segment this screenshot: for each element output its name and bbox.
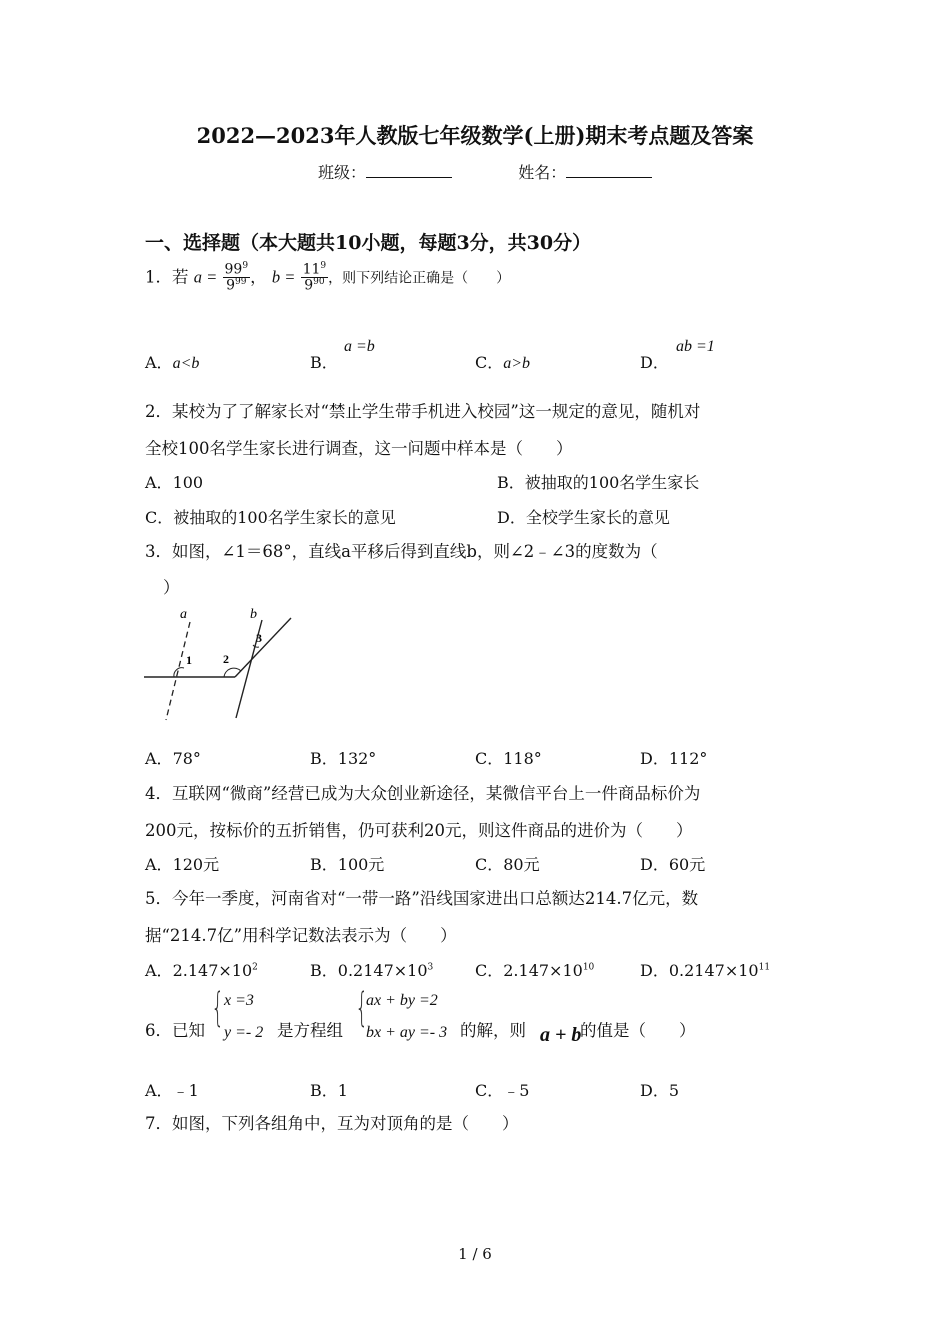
q4-option-a: A．120元 [145,855,220,874]
q6-sys2-line1: ax + by =2 [366,992,438,1009]
q3-figure [140,600,300,725]
q6-tail: 的值是（ ） [580,1021,696,1040]
q2-line2: 全校100名学生家长进行调查，这一问题中样本是（ ） [145,439,573,458]
q5-line2: 据“214.7亿”用科学记数法表示为（ ） [145,926,457,945]
q3-option-c: C．118° [475,749,542,768]
name-blank [566,163,652,178]
q6-expr: a + b [540,1024,582,1046]
q4-option-d: D．60元 [640,855,706,874]
label-1: 1 [186,653,192,667]
label-2: 2 [223,652,229,666]
q5-line1: 5．今年一季度，河南省对“一带一路”沿线国家进出口总额达214.7亿元，数 [145,889,699,908]
q1-option-d-text: ab =1 [676,338,715,355]
student-info [318,160,652,183]
q6-option-a: A．﹣1 [145,1081,199,1100]
q1-option-a: A．a<b [145,353,200,372]
q6-option-c: C．﹣5 [475,1081,530,1100]
q6-sys1-line2: y =- 2 [224,1024,264,1041]
label-b: b [250,607,257,622]
q3-option-b: B．132° [310,749,377,768]
q5-option-a: A．$2.147\times 10^2$ [145,961,258,980]
q2-option-c: C．被抽取的100名学生家长的意见 [145,508,396,527]
q2-option-d: D．全校学生家长的意见 [497,508,670,527]
q4-option-b: B．100元 [310,855,385,874]
q6-option-d: D．5 [640,1081,680,1100]
label-3: 3 [256,631,262,645]
q2-line1: 2．某校为了了解家长对“禁止学生带手机进入校园”这一规定的意见，随机对 [145,402,701,421]
page-title: 2022—2023年人教版七年级数学(上册)期末考点题及答案 [196,123,754,148]
q1-b-lhs: b = [271,267,296,287]
q2-option-a: A．100 [145,473,204,492]
q1-option-d: D． [640,353,669,372]
q1-option-b: B． [310,353,338,372]
section-heading: 一、选择题（本大题共10小题，每题3分，共30分） [145,232,592,254]
q1-number: 1．若 [145,267,189,287]
q5-option-b: B．$0.2147\times 10^3$ [310,961,434,980]
q6-sys2-line2: bx + ay =- 3 [366,1024,448,1041]
q1-option-b-text: a =b [344,338,375,355]
page-number: 1 / 6 [458,1245,492,1263]
q6-mid: 是方程组 [277,1021,343,1040]
label-a: a [180,607,187,622]
class-blank [366,163,452,178]
q4-line2: 200元，按标价的五折销售，仍可获利20元，则这件商品的进价为（ ） [145,821,693,840]
q5-option-c: C．$2.147\times 10^{10}$ [475,961,595,980]
q1-a-fraction: $\frac{99^9}{9^{99}}$ [224,261,249,294]
q5-option-d: D．$0.2147\times 10^{11}$ [640,961,771,980]
q1-a-lhs: a = [193,267,218,287]
q3-option-a: A．78° [145,749,201,768]
line-a [166,622,190,720]
name-label: 姓名： [518,163,567,182]
q4-line1: 4．互联网“微商”经营已成为大众创业新途径，某微信平台上一件商品标价为 [145,784,701,803]
class-label: 班级： [318,163,367,182]
q6-sys1-line1: x =3 [224,992,254,1009]
q6-prefix: 6．已知 [145,1021,205,1040]
bent-line [235,618,291,677]
q6-brace-2: { [355,985,369,1031]
q7-line1: 7．如图，下列各组角中，互为对顶角的是（ ） [145,1114,519,1133]
q3-line1: 3．如图，∠1＝68°，直线a平移后得到直线b，则∠2﹣∠3的度数为（ [145,542,658,561]
q1-b-fraction: $\frac{11^9}{9^{90}}$ [302,261,327,294]
q6-mid2: 的解，则 [460,1021,526,1040]
q6-option-b: B．1 [310,1081,348,1100]
q4-option-c: C．80元 [475,855,540,874]
q3-option-d: D．112° [640,749,708,768]
angle-1-arc [174,668,184,677]
q3-line2: ） [163,578,180,597]
question-1: 1．若 a = $\frac{99^9}{9^{99}}$ ， b = $\frac{11^9}{9^{90}}$ ，则下列结论正确是（ ） [145,261,511,294]
q1-tail: ，则下列结论正确是（ ） [328,270,511,287]
q2-option-b: B．被抽取的100名学生家长 [497,473,700,492]
q1-option-c: C．a>b [475,353,531,372]
q6-brace-1: { [211,985,225,1031]
